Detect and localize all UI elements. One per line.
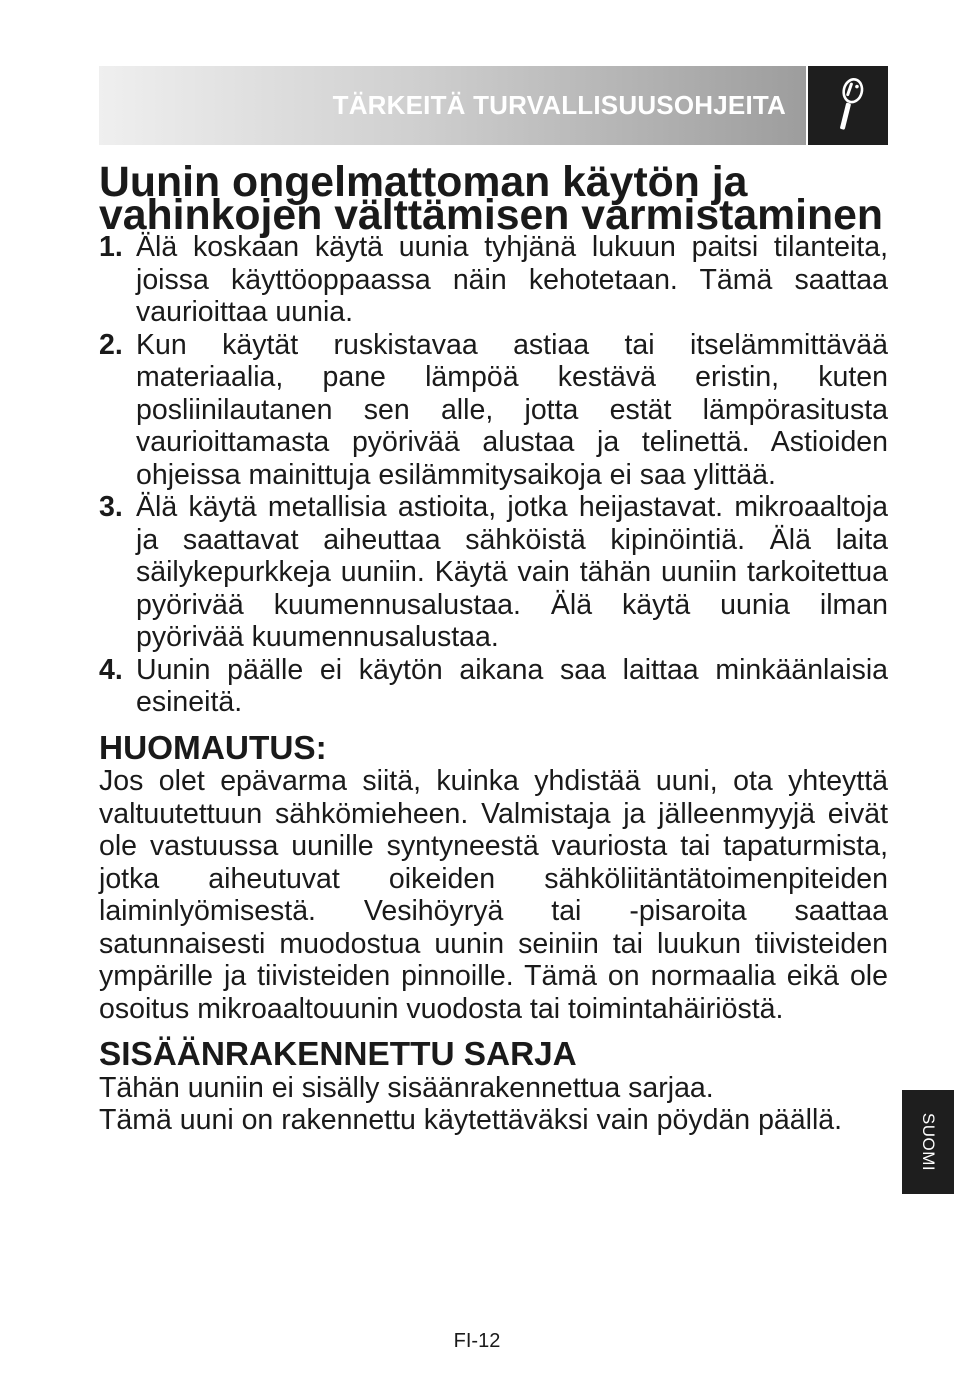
item-text: Älä koskaan käytä uunia tyhjänä lukuun paitsi tilanteita, joissa käyttöoppaassa näin kehotetaan. Tämä saattaa vaurioittaa uunia. — [136, 231, 888, 328]
page-number: FI-12 — [453, 1330, 501, 1352]
note-text: Jos olet epävarma siitä, kuinka yhdistää uuni, ota yhteyttä valtuutettuun sähkömieheen. Valmistaja ja jälleenmyyjä eivät ole vastuussa uunille syntyneestä vauriosta tai tapaturmista, jotka aiheutuvat oikeiden sähköliitäntätoimenpiteiden laiminlyömisestä. Vesihöyryä tai -pisaroita saattaa satunnaisesti muodostua uunin seiniin tai luukun tiivisteiden ympärille ja tiivisteiden pinnoille. Tämä on normaalia eikä ole osoitus mikroaaltouunin vuodosta tai toimintahäiriöstä. — [99, 765, 888, 1025]
page-content — [99, 158, 888, 1137]
list-item — [99, 231, 888, 329]
item-text: Älä käytä metallisia astioita, jotka heijastavat. mikroaaltoja ja saattavat aiheuttaa sähköistä kipinöintiä. Älä laita säilykepurkkeja uuniin. Käytä vain tähän uuniin tarkoitettua pyörivää kuumennusalustaa. Älä käytä uunia ilman pyörivää kuumennusalustaa. — [136, 491, 888, 653]
section-header — [99, 66, 888, 145]
builtin-line-2: Tämä uuni on rakennettu käytettäväksi vain pöydän päällä. — [99, 1104, 843, 1136]
item-text: Uunin päälle ei käytön aikana saa laittaa minkäänlaisia esineitä. — [136, 653, 888, 718]
list-item — [99, 654, 888, 719]
item-number: 1. — [99, 231, 123, 263]
header-bar — [99, 66, 806, 145]
builtin-line-1: Tähän uuniin ei sisälly sisäänrakennettua sarjaa. — [99, 1071, 714, 1104]
list-item — [99, 329, 888, 492]
item-number: 4. — [99, 653, 123, 686]
safety-list — [99, 231, 888, 719]
item-number: 2. — [99, 328, 123, 361]
header-title: TÄRKEITÄ TURVALLISUUSOHJEITA — [332, 90, 786, 120]
list-item — [99, 491, 888, 654]
language-tab — [902, 1090, 954, 1194]
info-i-icon — [831, 75, 865, 137]
language-label: SUOMI — [919, 1112, 939, 1172]
header-icon-box — [808, 66, 888, 145]
note-heading: HUOMAUTUS: — [99, 729, 327, 767]
item-number: 3. — [99, 491, 123, 523]
builtin-heading: SISÄÄNRAKENNETTU SARJA — [99, 1036, 577, 1073]
section-heading: Uunin ongelmattoman käytön ja vahinkojen välttämisen varmistaminen — [99, 158, 884, 239]
item-text: Kun käytät ruskistavaa astiaa tai itselämmittävää materiaalia, pane lämpöä kestävä eristin, kuten posliinilautanen sen alle, jotta estät lämpörasitusta vaurioittamasta pyörivää alustaa ja telinettä. Astioiden ohjeissa mainittuja esilämmitysaikoja ei saa ylittää. — [136, 328, 888, 491]
